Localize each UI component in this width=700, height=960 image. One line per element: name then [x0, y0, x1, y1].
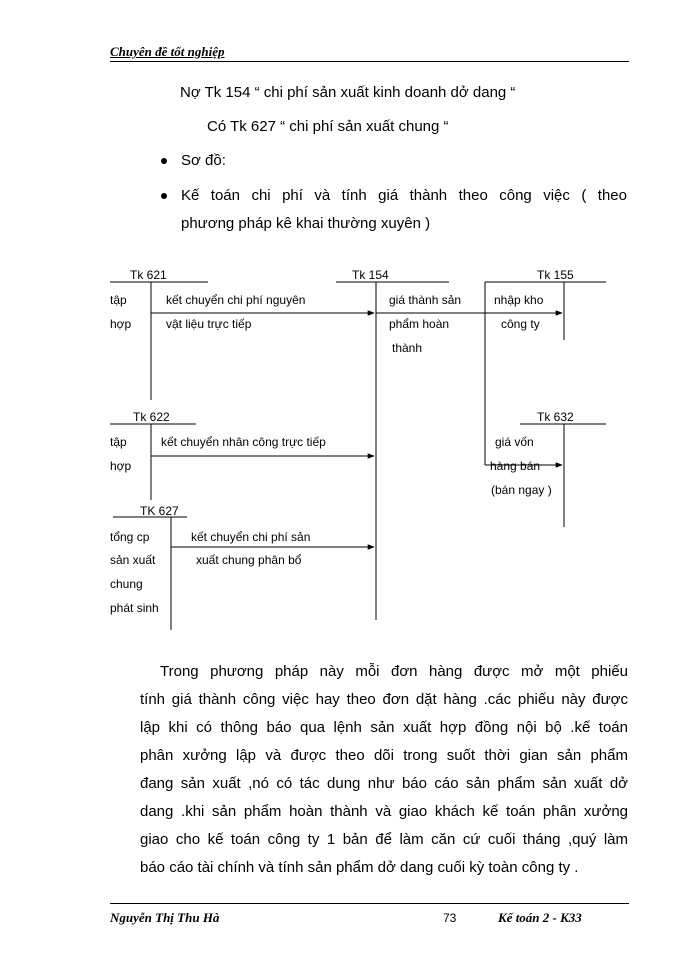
credit-entry: Có Tk 627 “ chi phí sản xuất chung “: [207, 118, 449, 135]
paragraph-line: giao cho kế toán công ty 1 bản để làm căn cứ cuối tháng ,quý làm: [140, 831, 628, 848]
tk621-left-2: hợp: [110, 317, 132, 331]
debit-entry: Nợ Tk 154 “ chi phí sản xuất kinh doanh dở dang “: [180, 84, 516, 101]
footer-rule: [110, 903, 629, 904]
body-paragraph: [140, 658, 628, 882]
tk621-arrow-1: kết chuyển chi phí nguyên: [166, 293, 306, 307]
tk627-arrow-2: xuất chung phân bổ: [196, 553, 302, 567]
tk154-arrow-3: thành: [392, 341, 423, 355]
tk622-arrow-1: kết chuyển nhân công trực tiếp: [161, 435, 326, 449]
tk632-title: Tk 632: [537, 410, 574, 424]
tk632-left-3: (bán ngay ): [491, 483, 552, 497]
diagram-label: Sơ đồ:: [181, 152, 226, 169]
tk622-left-1: tập: [110, 435, 127, 449]
tk627-left-1: tổng cp: [110, 530, 150, 544]
tk627-left-3: chung: [110, 577, 143, 591]
tk621-title: Tk 621: [130, 268, 167, 282]
tk627-arrow-1: kết chuyển chi phí sản: [191, 530, 311, 544]
paragraph-line: tính giá thành công việc hay theo đơn dặt hàng .các phiếu này được: [140, 691, 628, 708]
footer-author: Nguyễn Thị Thu Hà: [110, 910, 220, 925]
paragraph-line: dang .khi sản phẩm hoàn thành và giao khách kế toán phân xưởng: [140, 803, 628, 820]
tk621-arrow-2: vật liệu trực tiếp: [166, 317, 252, 331]
tk155-arrow-1: nhập kho: [494, 293, 544, 307]
header-title: Chuyên đề tốt nghiệp: [110, 44, 225, 59]
tk622-left-2: hợp: [110, 459, 132, 473]
tk155-title: Tk 155: [537, 268, 574, 282]
tk632-left-1: giá vốn: [495, 435, 534, 449]
tk155-arrow-2: công ty: [501, 317, 540, 331]
footer-page-number: 73: [443, 911, 457, 925]
tk154-arrow-2: phẩm hoàn: [389, 317, 450, 331]
paragraph-line: báo cáo tài chính và tính sản phẩm dở dang cuối kỳ toàn công ty .: [140, 859, 579, 876]
tk622-title: Tk 622: [133, 410, 170, 424]
tk627-left-2: sản xuất: [110, 553, 156, 567]
paragraph-line: Trong phương pháp này mỗi đơn hàng được mở một phiếu: [160, 663, 628, 680]
paragraph-line: phân xưởng lập và được theo dõi trong suốt thời gian sản phẩm: [140, 747, 628, 764]
paragraph-line: lập khi có thông báo qua lệnh sản xuất hợp đồng nội bộ .kế toán: [140, 719, 628, 736]
footer-class: Kế toán 2 - K33: [498, 910, 582, 925]
tk621-left-1: tập: [110, 293, 127, 307]
tk154-title: Tk 154: [352, 268, 389, 282]
paragraph-line: đang sản xuất ,nó có tác dung như báo cáo sản phẩm sản xuất dở: [140, 775, 628, 792]
method-line-1: Kế toán chi phí và tính giá thành theo công việc ( theo: [181, 187, 627, 204]
tk154-arrow-1: giá thành sản: [389, 293, 462, 307]
tk627-title: TK 627: [140, 504, 179, 518]
tk632-left-2: hàng bán: [490, 459, 541, 473]
tk627-left-4: phát sinh: [110, 601, 159, 615]
method-line-2: phương pháp kê khai thường xuyên ): [181, 215, 431, 232]
